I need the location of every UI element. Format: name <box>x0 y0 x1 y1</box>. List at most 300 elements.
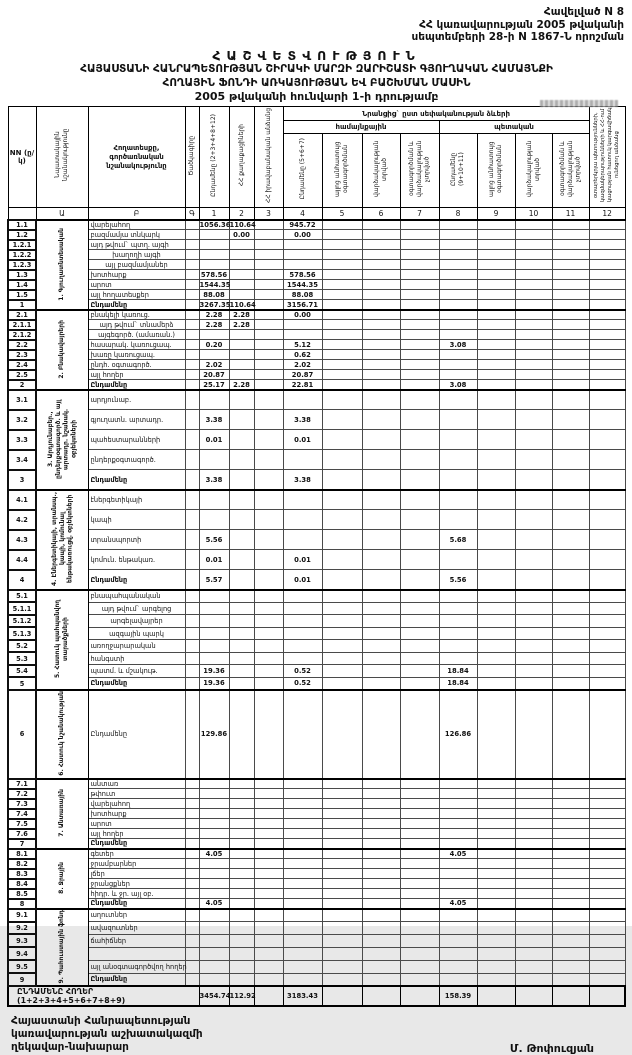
value-cell <box>400 590 439 603</box>
value-cell <box>400 809 439 819</box>
table-row <box>8 390 625 410</box>
value-cell <box>477 839 515 849</box>
value-cell <box>589 570 625 590</box>
table-row <box>8 260 625 270</box>
value-cell <box>515 799 552 809</box>
value-cell <box>254 899 283 909</box>
value-cell <box>552 947 589 960</box>
value-cell <box>439 430 477 450</box>
row-label: ջրամբարներ <box>88 859 185 869</box>
section-1 <box>8 220 625 310</box>
code-cell <box>185 922 199 935</box>
code-cell <box>185 360 199 370</box>
value-cell <box>362 665 400 678</box>
value-cell <box>552 849 589 859</box>
code-cell <box>185 869 199 879</box>
value-cell <box>515 270 552 280</box>
table-row <box>8 230 625 240</box>
section-label <box>36 909 88 987</box>
code-cell <box>185 380 199 390</box>
value-cell <box>229 819 254 829</box>
value-cell <box>254 779 283 789</box>
row-number: 2.3 <box>8 350 36 360</box>
table-row <box>8 510 625 530</box>
value-cell <box>400 320 439 330</box>
value-cell <box>254 799 283 809</box>
grand-total-value: 112.92 <box>229 986 254 1006</box>
value-cell <box>254 665 283 678</box>
value-cell <box>477 570 515 590</box>
code-cell <box>185 470 199 490</box>
value-cell <box>552 340 589 350</box>
row-number: 7.5 <box>8 819 36 829</box>
value-cell <box>362 934 400 947</box>
value-cell <box>322 340 362 350</box>
table-row <box>8 360 625 370</box>
state-gratuitous-label: այլոց անհատույց օգտագործման <box>488 140 503 197</box>
value-cell <box>400 360 439 370</box>
value-cell: 1544.35 <box>199 280 231 289</box>
value-cell <box>199 627 229 640</box>
citizens-col-label: ՀՀ քաղաքացիների <box>237 124 245 187</box>
table-row <box>8 960 625 973</box>
table-row <box>8 570 625 590</box>
column-letter: 9 <box>477 208 515 220</box>
code-cell <box>185 310 199 320</box>
row-number: 1 <box>8 300 36 310</box>
row-label: ազգային պարկ <box>88 627 185 640</box>
row-label: հիդր. և ջր. այլ օբ. <box>88 889 185 899</box>
row-label: Ընդամենը <box>88 899 185 909</box>
value-cell: 18.84 <box>439 677 477 690</box>
value-cell <box>589 869 625 879</box>
row-label: հասարակ. կառուցապ. <box>88 340 185 350</box>
table-row <box>8 240 625 250</box>
grand-total-section <box>8 986 625 1006</box>
value-cell <box>362 240 400 250</box>
value-cell <box>254 889 283 899</box>
value-cell <box>589 590 625 603</box>
value-cell <box>254 350 283 360</box>
row-number: 7 <box>8 839 36 849</box>
value-cell <box>400 602 439 615</box>
value-cell <box>515 350 552 360</box>
code-cell <box>185 260 199 270</box>
row-label: ընդերքօգտագործ. <box>88 450 185 470</box>
grand-total-value <box>589 986 625 1006</box>
value-cell <box>477 380 515 390</box>
value-cell <box>589 470 625 490</box>
ownership-band: Նրանցից` ըստ սեփականության ձևերի <box>283 107 589 120</box>
section-label <box>36 220 88 310</box>
value-cell <box>589 490 625 510</box>
value-cell <box>400 280 439 290</box>
value-cell <box>400 973 439 986</box>
value-cell <box>552 839 589 849</box>
value-cell <box>477 320 515 330</box>
value-cell <box>322 819 362 829</box>
value-cell <box>362 677 400 690</box>
row-label: արդյունաբ. <box>88 390 185 410</box>
value-cell: 2.28 <box>199 310 229 320</box>
code-cell <box>185 300 199 310</box>
row-number: 8.1 <box>8 849 36 859</box>
row-label: ջրանցքներ <box>88 879 185 889</box>
value-cell <box>400 615 439 628</box>
value-cell <box>283 809 322 819</box>
table-row <box>8 380 625 390</box>
row-label: Ընդամենը <box>88 690 185 779</box>
value-cell <box>283 849 322 859</box>
value-cell <box>322 809 362 819</box>
value-cell <box>322 947 362 960</box>
value-cell <box>552 640 589 653</box>
signatory-line: Հայաստանի Հանրապետության <box>11 1015 191 1028</box>
value-cell <box>322 973 362 986</box>
value-cell: 2.28 <box>229 380 254 390</box>
code-cell <box>185 947 199 960</box>
value-cell <box>229 350 254 360</box>
table-row <box>8 450 625 470</box>
value-cell <box>515 430 552 450</box>
value-cell <box>589 690 625 779</box>
value-cell <box>589 909 625 922</box>
row-number: 7.3 <box>8 799 36 809</box>
value-cell <box>439 290 477 300</box>
value-cell <box>254 570 283 590</box>
row-number: 2 <box>8 380 36 390</box>
value-cell <box>439 973 477 986</box>
value-cell <box>362 270 400 280</box>
value-cell <box>400 310 439 320</box>
nn-label: NN (ը/կ) <box>9 149 35 166</box>
grand-total-value <box>254 986 283 1006</box>
value-cell <box>439 230 477 240</box>
value-cell <box>283 490 322 510</box>
value-cell <box>515 300 552 310</box>
state-band: պետական <box>439 120 589 133</box>
value-cell <box>552 665 589 678</box>
value-cell <box>552 570 589 590</box>
row-number: 7.4 <box>8 809 36 819</box>
value-cell <box>229 270 254 280</box>
value-cell <box>477 360 515 370</box>
code-cell <box>185 640 199 653</box>
section-label-text: 5. Հատուկ պահպանվող տարածքների <box>54 599 70 678</box>
value-cell <box>283 602 322 615</box>
table-row <box>8 829 625 839</box>
code-cell <box>185 779 199 789</box>
value-cell <box>477 450 515 470</box>
value-cell <box>199 490 229 510</box>
value-cell <box>199 879 229 889</box>
value-cell <box>322 360 362 370</box>
grand-total-row <box>8 986 625 1006</box>
value-cell <box>322 370 362 380</box>
value-cell <box>400 490 439 510</box>
value-cell <box>362 570 400 590</box>
value-cell <box>199 889 229 899</box>
code-cell <box>185 290 199 300</box>
value-cell <box>229 934 254 947</box>
value-cell <box>515 947 552 960</box>
value-cell <box>229 470 254 490</box>
code-cell <box>185 240 199 250</box>
value-cell <box>515 470 552 490</box>
row-number: 3.1 <box>8 390 36 410</box>
value-cell <box>552 909 589 922</box>
value-cell <box>254 450 283 470</box>
value-cell <box>362 879 400 889</box>
value-cell <box>515 789 552 799</box>
value-cell <box>199 450 229 470</box>
row-label: այգեգործ. (ամառան.) <box>88 330 185 340</box>
value-cell <box>283 530 322 550</box>
value-cell <box>589 779 625 789</box>
value-cell <box>552 550 589 570</box>
value-cell <box>552 380 589 390</box>
row-label: առողջարարական <box>88 640 185 653</box>
table-row <box>8 590 625 603</box>
value-cell <box>362 779 400 789</box>
value-cell <box>552 602 589 615</box>
value-cell <box>589 250 625 260</box>
value-cell <box>254 430 283 450</box>
value-cell <box>283 390 322 410</box>
value-cell <box>254 627 283 640</box>
column-letter: 8 <box>439 208 477 220</box>
value-cell <box>515 330 552 340</box>
value-cell <box>254 602 283 615</box>
row-label: վարելահող <box>88 799 185 809</box>
section-label <box>36 390 88 490</box>
value-cell <box>322 450 362 470</box>
value-cell <box>515 390 552 410</box>
value-cell <box>552 869 589 879</box>
value-cell <box>552 230 589 240</box>
code-cell <box>185 430 199 450</box>
value-cell <box>400 330 439 340</box>
value-cell <box>477 350 515 360</box>
value-cell <box>515 602 552 615</box>
table-row <box>8 889 625 899</box>
col-header-5 <box>322 133 362 208</box>
grand-total-value <box>322 986 362 1006</box>
value-cell <box>322 849 362 859</box>
section-9 <box>8 909 625 987</box>
table-row <box>8 973 625 986</box>
value-cell <box>477 280 515 290</box>
value-cell <box>283 922 322 935</box>
col-header-purpose <box>36 107 88 208</box>
value-cell <box>283 330 322 340</box>
value-cell <box>515 869 552 879</box>
value-cell <box>229 290 254 300</box>
section-label-text: 8. Ջրային <box>58 861 66 894</box>
value-cell <box>515 230 552 240</box>
appendix-reference <box>7 6 624 44</box>
value-cell <box>439 889 477 899</box>
value-cell <box>439 922 477 935</box>
value-cell <box>229 973 254 986</box>
value-cell <box>229 879 254 889</box>
value-cell <box>439 370 477 380</box>
row-number: 5.3 <box>8 652 36 665</box>
value-cell <box>362 809 400 819</box>
value-cell <box>229 960 254 973</box>
value-cell <box>589 879 625 889</box>
value-cell <box>322 640 362 653</box>
value-cell <box>400 430 439 450</box>
table-row <box>8 879 625 889</box>
value-cell <box>477 615 515 628</box>
value-cell: 3267.35 <box>199 300 231 309</box>
value-cell <box>477 879 515 889</box>
column-letters-row <box>8 208 625 220</box>
col-header-7 <box>400 133 439 208</box>
signatory-position <box>11 1015 203 1054</box>
value-cell <box>400 340 439 350</box>
value-cell <box>254 240 283 250</box>
value-cell <box>283 973 322 986</box>
value-cell <box>400 934 439 947</box>
value-cell <box>477 859 515 869</box>
value-cell <box>515 899 552 909</box>
value-cell <box>589 973 625 986</box>
row-label: Ընդամենը <box>88 300 185 310</box>
landtype-label: Հողատեսքը, գործառնական նշանակությունը <box>106 144 167 170</box>
value-cell <box>477 849 515 859</box>
value-cell <box>439 947 477 960</box>
value-cell <box>283 652 322 665</box>
value-cell <box>477 789 515 799</box>
value-cell <box>322 260 362 270</box>
value-cell <box>362 470 400 490</box>
row-label: արոտ <box>88 280 185 290</box>
value-cell <box>362 280 400 290</box>
table-row <box>8 470 625 490</box>
table-row <box>8 809 625 819</box>
value-cell <box>254 909 283 922</box>
row-number: 3 <box>8 470 36 490</box>
grand-total-value <box>400 986 439 1006</box>
value-cell <box>362 410 400 430</box>
value-cell <box>439 627 477 640</box>
value-cell <box>439 779 477 789</box>
value-cell <box>362 869 400 879</box>
value-cell <box>439 250 477 260</box>
code-cell <box>185 510 199 530</box>
section-label <box>36 310 88 390</box>
value-cell <box>589 310 625 320</box>
value-cell <box>589 430 625 450</box>
value-cell <box>400 627 439 640</box>
community-leased-label: վարձակալության տրված <box>373 140 388 197</box>
table-row <box>8 350 625 360</box>
value-cell <box>400 922 439 935</box>
row-label: այլ բազմամյաներ <box>88 260 185 270</box>
table-row <box>8 677 625 690</box>
value-cell <box>589 230 625 240</box>
value-cell <box>254 230 283 240</box>
value-cell <box>283 260 322 270</box>
value-cell <box>254 849 283 859</box>
value-cell <box>229 665 254 678</box>
value-cell <box>515 859 552 869</box>
value-cell: 20.87 <box>283 370 322 380</box>
grand-total-value: 3454.74 <box>199 986 229 1006</box>
table-row <box>8 839 625 849</box>
value-cell <box>552 430 589 450</box>
code-cell <box>185 960 199 973</box>
value-cell <box>362 899 400 909</box>
value-cell <box>589 330 625 340</box>
value-cell <box>362 640 400 653</box>
value-cell: 0.00 <box>229 230 254 240</box>
section-label-text: 1. Գյուղատնտեսական <box>58 227 66 301</box>
value-cell <box>589 789 625 799</box>
code-cell <box>185 839 199 849</box>
value-cell <box>199 934 229 947</box>
column-letter: 1 <box>199 208 229 220</box>
value-cell <box>254 220 283 230</box>
value-cell: 2.02 <box>283 360 322 370</box>
row-label: այդ թվում` արգելոց <box>88 602 185 615</box>
value-cell <box>552 779 589 789</box>
value-cell <box>254 934 283 947</box>
value-cell <box>515 640 552 653</box>
value-cell <box>477 330 515 340</box>
row-label: խառը կառուցապ. <box>88 350 185 360</box>
value-cell <box>322 290 362 300</box>
value-cell <box>400 779 439 789</box>
value-cell <box>362 330 400 340</box>
table-row <box>8 300 625 310</box>
value-cell <box>229 640 254 653</box>
value-cell <box>322 652 362 665</box>
value-cell <box>400 677 439 690</box>
value-cell <box>362 819 400 829</box>
table-row <box>8 340 625 350</box>
value-cell <box>589 849 625 859</box>
value-cell <box>477 973 515 986</box>
value-cell <box>515 829 552 839</box>
value-cell <box>283 869 322 879</box>
value-cell <box>283 934 322 947</box>
code-cell <box>185 250 199 260</box>
value-cell <box>439 410 477 430</box>
value-cell <box>515 370 552 380</box>
value-cell <box>199 230 229 240</box>
value-cell <box>362 909 400 922</box>
value-cell <box>229 899 254 909</box>
value-cell <box>439 490 477 510</box>
value-cell <box>589 899 625 909</box>
col-header-code <box>185 107 199 208</box>
value-cell <box>229 849 254 859</box>
row-number: 1.2.1 <box>8 240 36 250</box>
value-cell <box>229 510 254 530</box>
value-cell <box>199 789 229 799</box>
code-cell <box>185 410 199 430</box>
value-cell <box>552 250 589 260</box>
code-cell <box>185 602 199 615</box>
value-cell <box>199 602 229 615</box>
value-cell <box>322 859 362 869</box>
code-cell <box>185 690 199 779</box>
table-row <box>8 310 625 320</box>
row-label: գետեր <box>88 849 185 859</box>
